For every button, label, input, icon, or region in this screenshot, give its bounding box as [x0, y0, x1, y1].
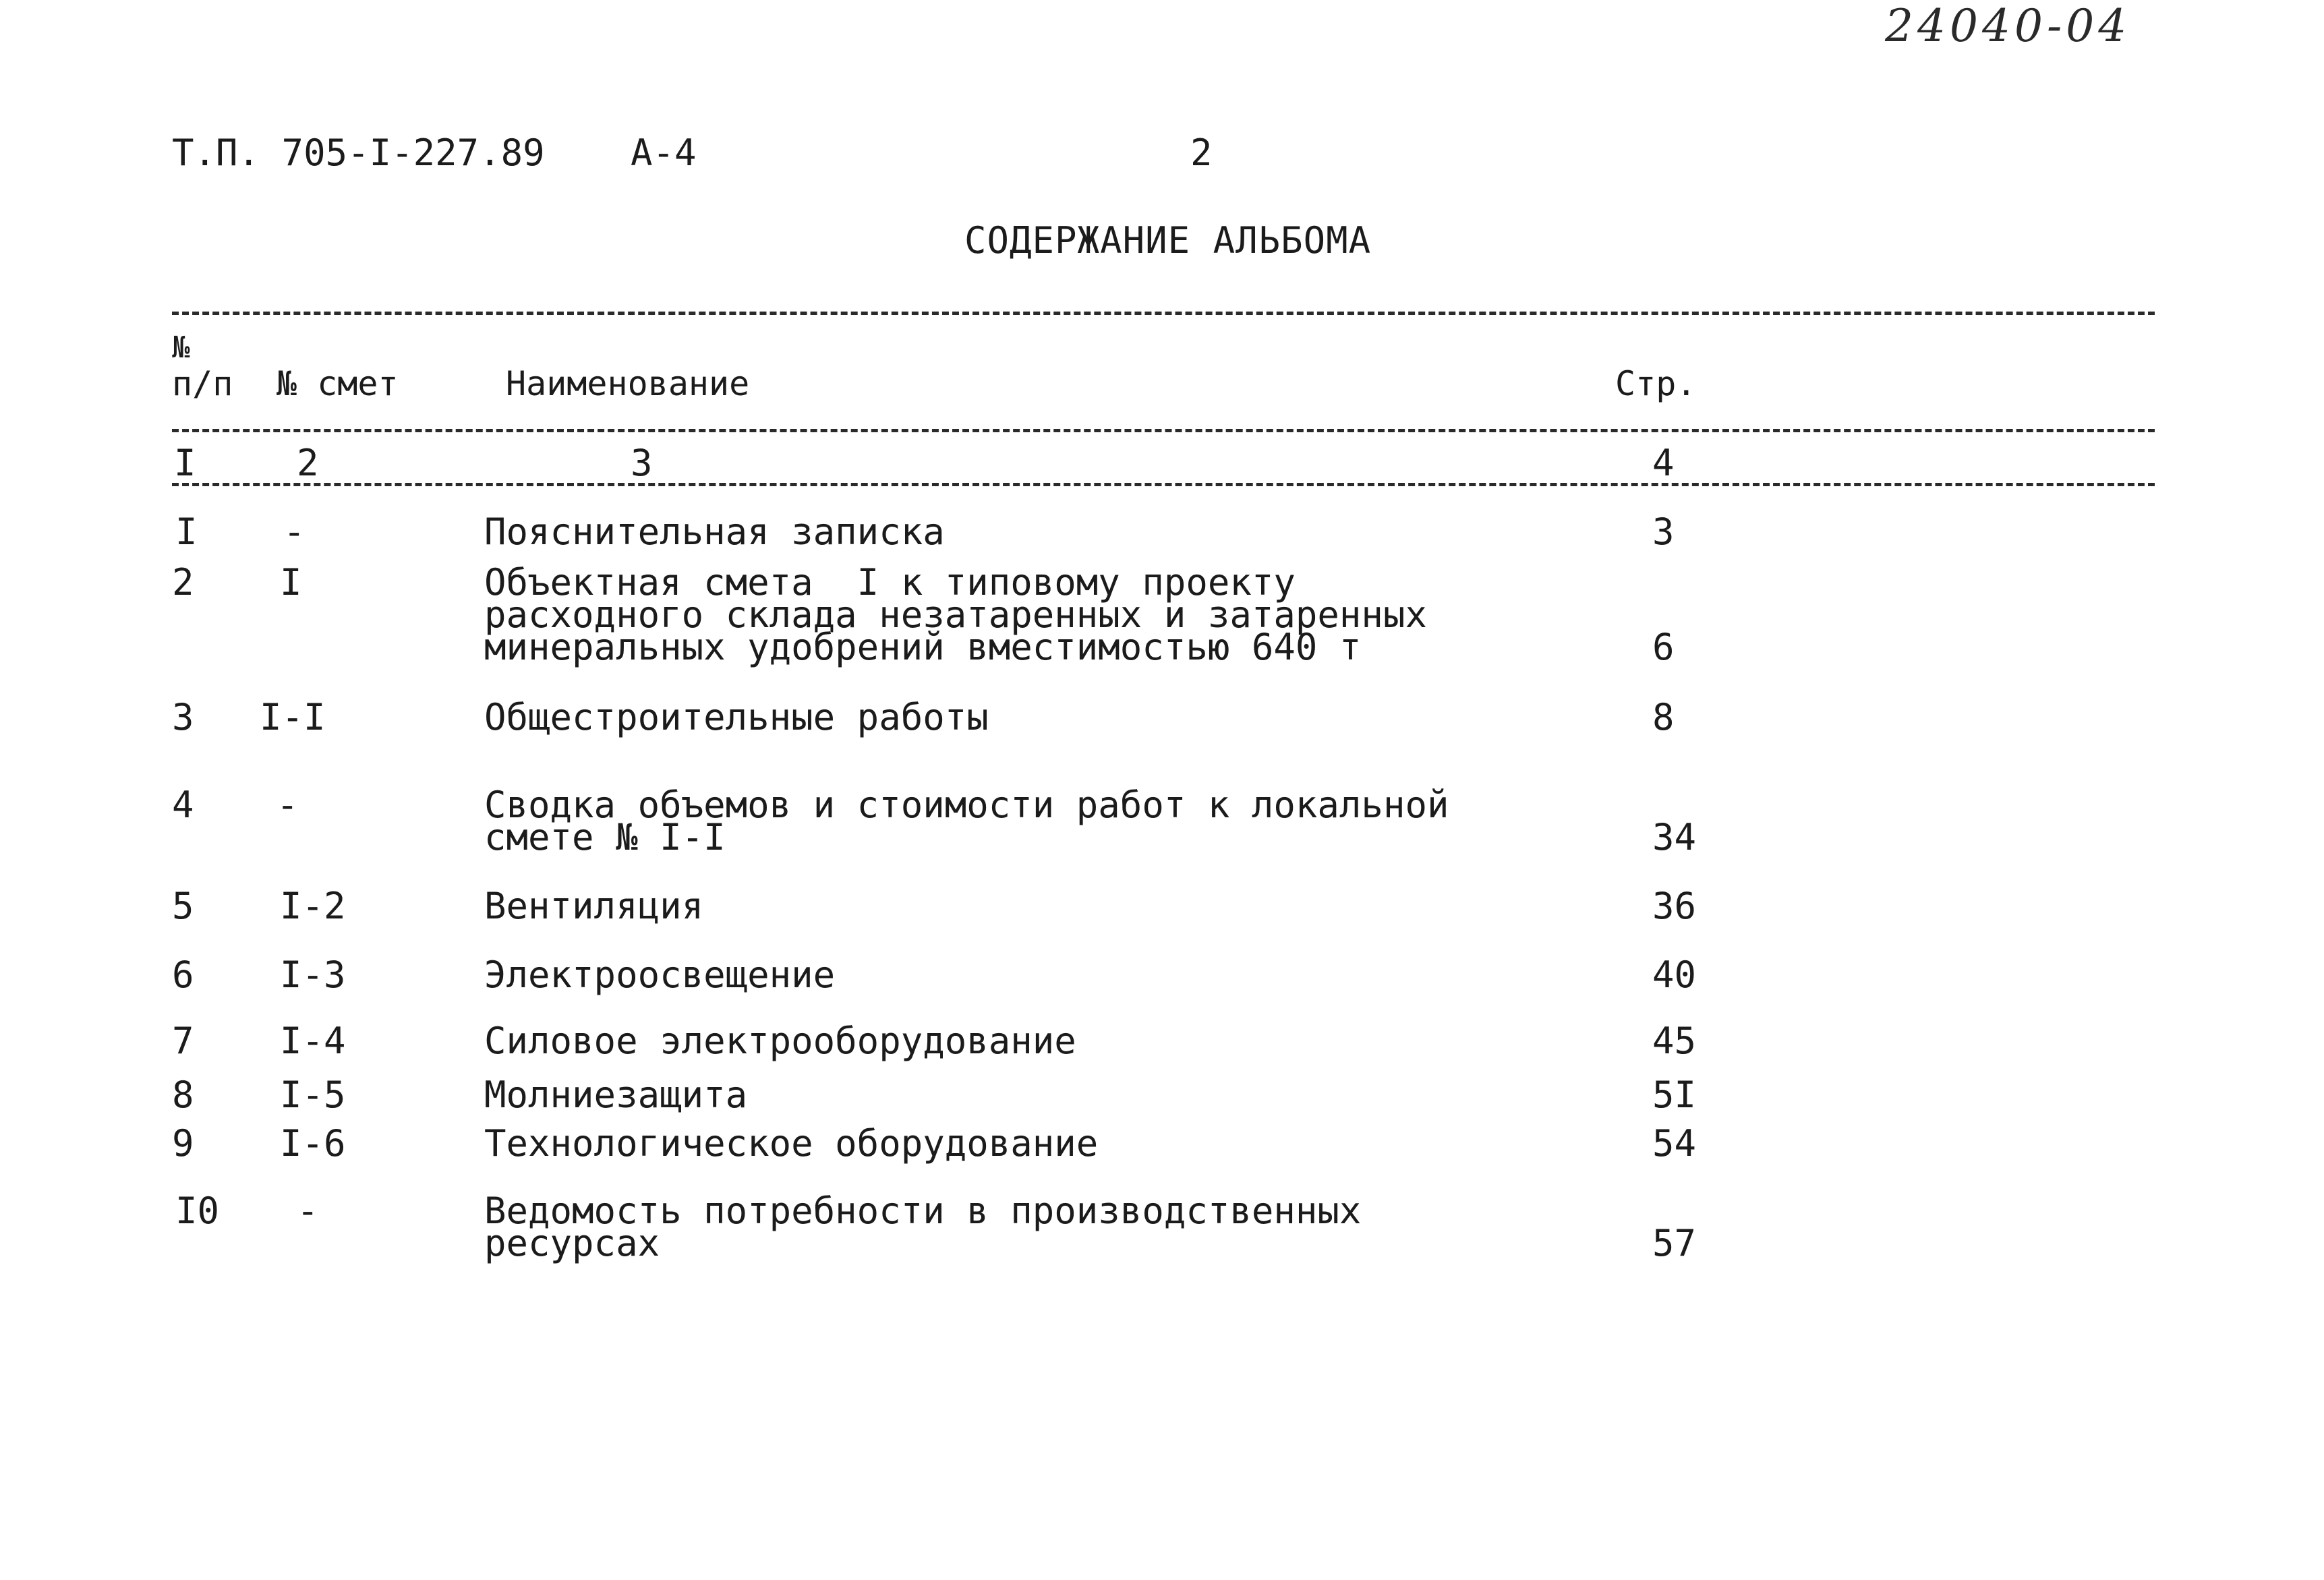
- row-name-line: Ведомость потребности в производственных: [484, 1190, 1362, 1232]
- column-header-num: п/п: [172, 364, 233, 403]
- column-number-2: 2: [297, 442, 319, 484]
- row-estimate: I: [280, 561, 302, 604]
- row-name-line: Сводка объемов и стоимости работ к локальной: [484, 784, 1449, 826]
- row-page: 57: [1652, 1222, 1697, 1264]
- row-name-line: Электроосвещение: [484, 954, 836, 996]
- column-header-num-sign: №: [172, 330, 190, 365]
- row-number: 3: [172, 696, 194, 738]
- row-number: 8: [172, 1074, 194, 1116]
- row-name-line: минеральных удобрений вместимостью 640 т: [484, 626, 1362, 668]
- row-estimate: I-I: [260, 696, 326, 738]
- row-page: 40: [1652, 954, 1697, 996]
- row-name-line: ресурсах: [484, 1222, 660, 1264]
- row-estimate: I-2: [280, 885, 346, 927]
- row-page: 54: [1652, 1122, 1697, 1165]
- row-estimate: I-6: [280, 1122, 346, 1165]
- row-name-line: Общестроительные работы: [484, 696, 989, 738]
- column-number-3: 3: [631, 442, 653, 484]
- row-name-line: Технологическое оборудование: [484, 1122, 1099, 1165]
- row-page: 5I: [1652, 1074, 1697, 1116]
- row-page: 3: [1652, 510, 1675, 553]
- row-estimate: I-4: [280, 1020, 346, 1062]
- row-number: 6: [172, 954, 194, 996]
- row-page: 45: [1652, 1020, 1697, 1062]
- page-number: 2: [1190, 131, 1213, 174]
- row-number: 4: [172, 784, 194, 826]
- column-number-1: I: [174, 442, 196, 484]
- page-title: СОДЕРЖАНИЕ АЛЬБОМА: [964, 219, 1372, 262]
- row-estimate: -: [297, 1190, 319, 1232]
- row-page: 8: [1652, 696, 1675, 738]
- column-header-estimate: № смет: [277, 364, 399, 403]
- table-top-divider: [172, 312, 2155, 315]
- project-code: Т.П. 705-I-227.89: [172, 131, 545, 174]
- row-page: 36: [1652, 885, 1697, 927]
- row-name-line: Силовое электрооборудование: [484, 1020, 1076, 1062]
- row-number: I0: [175, 1190, 220, 1232]
- row-number: 2: [172, 561, 194, 604]
- column-number-divider: [172, 483, 2155, 486]
- row-page: 6: [1652, 626, 1675, 668]
- row-estimate: -: [283, 510, 306, 553]
- row-name-line: Объектная смета I к типовому проекту: [484, 561, 1296, 604]
- album-code: А-4: [631, 131, 697, 174]
- row-estimate: I-3: [280, 954, 346, 996]
- header-divider: [172, 429, 2155, 432]
- row-number: 5: [172, 885, 194, 927]
- row-estimate: I-5: [280, 1074, 346, 1116]
- row-number: 7: [172, 1020, 194, 1062]
- column-number-4: 4: [1652, 442, 1675, 484]
- row-page: 34: [1652, 816, 1697, 858]
- row-number: 9: [172, 1122, 194, 1165]
- row-number: I: [175, 510, 198, 553]
- row-name-line: расходного склада незатаренных и затаренных: [484, 593, 1427, 636]
- column-header-name: Наименование: [506, 364, 750, 403]
- handwritten-archive-number: 24040-04: [1885, 0, 2131, 52]
- row-name-line: Вентиляция: [484, 885, 704, 927]
- row-name-line: Пояснительная записка: [484, 510, 945, 553]
- row-name-line: смете № I-I: [484, 816, 726, 858]
- row-estimate: -: [277, 784, 299, 826]
- row-name-line: Молниезащита: [484, 1074, 748, 1116]
- column-header-page: Стр.: [1615, 364, 1697, 403]
